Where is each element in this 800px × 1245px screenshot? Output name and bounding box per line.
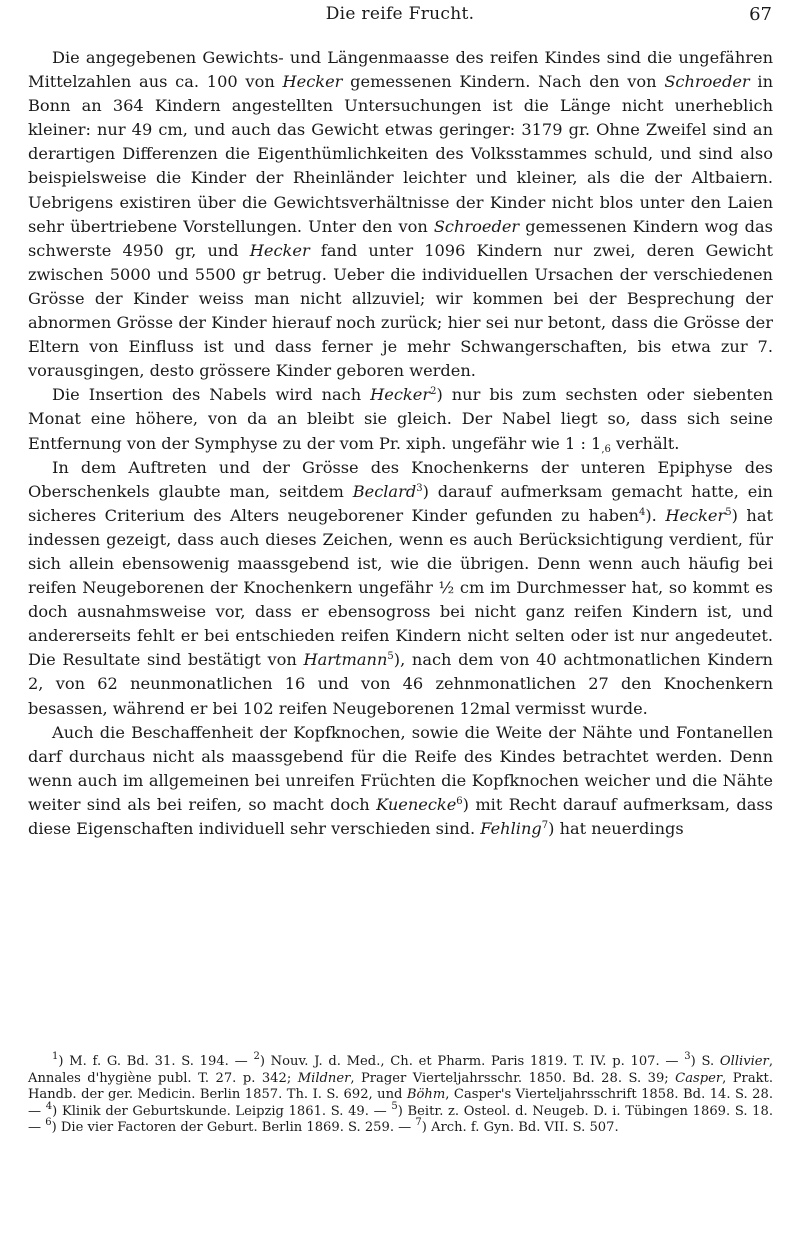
- running-header: [0, 2, 800, 28]
- cited-author: Mildner: [297, 1070, 351, 1086]
- cited-author: Hecker: [249, 240, 310, 260]
- page-number: 67: [749, 4, 772, 25]
- text-run: gemessenen Kindern. Nach den von: [342, 72, 665, 92]
- footnote-marker: 5: [391, 1100, 398, 1112]
- footnote-marker: 1: [52, 1051, 59, 1062]
- text-run: ) darauf aufmerksam gemacht hatte, ein sicheres Criterium des Alters neugeborener Kinder gefunden zu haben: [28, 481, 773, 525]
- cited-author: Kuenecke: [376, 794, 457, 814]
- footnote-marker: 7: [541, 820, 549, 831]
- cited-author: Schroeder: [433, 216, 520, 236]
- text-run: ) hat neuerdings: [548, 819, 684, 838]
- text-run: Die Insertion des Nabels wird nach: [52, 385, 371, 405]
- text-run: Die angegebenen Gewichts- und Längenmaasse des reifen Kindes sind die ungefähren Mittelzahlen aus ca. 100 von: [28, 48, 773, 92]
- body-text: [28, 46, 773, 841]
- paragraph: [28, 46, 773, 383]
- cited-author: Casper: [675, 1070, 723, 1086]
- footnote-marker: 2: [430, 386, 437, 398]
- footnote-marker: 5: [725, 506, 732, 518]
- text-run: ) Nouv. J. d. Med., Ch. et Pharm. Paris 1819. T. IV. p. 107. —: [259, 1054, 685, 1069]
- text-run: ) M. f. G. Bd. 31. S. 194. —: [58, 1054, 254, 1069]
- text-run: in Bonn an 364 Kindern angestellten Untersuchungen ist die Länge nicht unerheblich kleiner: nur 49 cm, und auch das Gewicht etwas geringer: 3179 gr. Ohne Zweifel sind an derartigen Differenzen die Eigenthümlichkeiten des Volksstammes schuld, und sind also beispielsweise die Kinder der Rheinländer leichter und kleiner, als die der Altbaiern. Uebrigens existiren über die Gewichtsverhältnisse der Kinder nicht blos unter den Laien sehr übertriebene Vorstellungen. Unter den von: [28, 72, 774, 236]
- footnote-marker: 3: [684, 1051, 691, 1062]
- cited-author: Hecker: [665, 505, 726, 525]
- text-run: gemessenen Kindern wog das schwerste 4950 gr, und: [28, 216, 773, 260]
- text-run: , Casper's Vierteljahrsschrift 1858. Bd. 14. S. 28. —: [28, 1087, 773, 1119]
- text-run: fand unter 1096 Kindern nur zwei, deren Gewicht zwischen 5000 und 5500 gr betrug. Ueber die individuellen Ursachen der verschiedenen Grösse der Kinder weiss man nicht allzuviel; wir kommen bei der Besprechung der abnormen Grösse der Kinder hierauf noch zurück; hier sei nur betont, dass die Grösse der Eltern von Einfluss ist und dass ferner je mehr Schwangerschaften, bis etwa zur 7. vorausgingen, desto grössere Kinder geboren werden.: [28, 240, 773, 381]
- text-run: ) S.: [690, 1054, 720, 1069]
- text-run: In dem Auftreten und der Grösse des Knochenkerns der unteren Epiphyse des Oberschenkels glaubte man, seitdem: [28, 457, 773, 501]
- cited-author: Fehling: [480, 819, 542, 838]
- text-run: , Prager Vierteljahrsschr. 1850. Bd. 28. S. 39;: [350, 1070, 676, 1086]
- cited-author: Schroeder: [664, 72, 750, 92]
- text-run: ).: [645, 505, 666, 525]
- footnote-marker: 5: [387, 651, 394, 663]
- footnote-marker: 6: [456, 795, 463, 807]
- footnote-marker: 7: [415, 1117, 422, 1129]
- cited-author: Hecker: [370, 385, 431, 405]
- cited-author: Hecker: [282, 72, 343, 92]
- text-run: ), nach dem von 40 achtmonatlichen Kindern 2, von 62 neunmonatlichen 16 und von 46 zehnmonatlichen 27 den Knochenkern besassen, während er bei 102 reifen Neugeborenen 12mal vermisst wurde.: [28, 650, 773, 718]
- running-title: Die reife Frucht.: [325, 4, 475, 24]
- subscript: ,6: [601, 443, 611, 455]
- paragraph: [28, 383, 773, 455]
- cited-author: Böhm: [406, 1087, 446, 1103]
- text-run: ) Die vier Factoren der Geburt. Berlin 1869. S. 259. —: [51, 1120, 416, 1136]
- footnote-marker: 6: [45, 1117, 52, 1129]
- cited-author: Hartmann: [303, 650, 388, 670]
- text-run: , Prakt. Handb. der ger. Medicin. Berlin 1857. Th. I. S. 692, und: [28, 1070, 773, 1103]
- text-run: Auch die Beschaffenheit der Kopfknochen, sowie die Weite der Nähte und Fontanellen darf durchaus nicht als maassgebend für die Reife des Kindes betrachtet werden. Denn wenn auch im allgemeinen bei unreifen Früchten die Kopfknochen weicher und die Nähte weiter sind als bei reifen, so macht doch: [28, 722, 773, 814]
- text-run: ) Beitr. z. Osteol. d. Neugeb. D. i. Tübingen 1869. S. 18. —: [28, 1103, 774, 1136]
- text-run: ) mit Recht darauf aufmerksam, dass diese Eigenschaften individuell sehr verschieden sind.: [28, 794, 773, 838]
- footnote-block: [28, 1051, 774, 1137]
- text-run: ) Arch. f. Gyn. Bd. VII. S. 507.: [421, 1120, 619, 1136]
- paragraph: [28, 456, 773, 721]
- footnote-marker: 4: [45, 1100, 53, 1112]
- footnote-marker: 3: [416, 482, 423, 494]
- text-run: , Annales d'hygiène publ. T. 27. p. 342;: [28, 1054, 773, 1086]
- text-run: verhält.: [610, 433, 680, 453]
- text-run: ) nur bis zum sechsten oder siebenten Monat eine höhere, von da an bleibt sie gleich. Der Nabel liegt so, dass sich seine Entfernung von der Symphyse zu der vom Pr. xiph. ungefähr wie 1 : 1: [28, 385, 773, 453]
- cited-author: Ollivier: [719, 1054, 769, 1069]
- footnote-marker: 4: [638, 506, 646, 518]
- footnotes: [28, 1051, 774, 1137]
- text-run: ) Klinik der Geburtskunde. Leipzig 1861. S. 49. —: [52, 1103, 392, 1119]
- text-run: ) hat indessen gezeigt, dass auch dieses Zeichen, wenn es auch Berücksichtigung verdient, für sich allein ebensowenig maassgebend ist, wie die übrigen. Denn wenn auch häufig bei reifen Neugeborenen der Knochenkern ungefähr ½ cm im Durchmesser hat, so kommt es doch ausnahmsweise vor, dass er ebensogross bei nicht ganz reifen Kindern ist, und andererseits fehlt er bei entschieden reifen Kindern nicht selten oder ist nur angedeutet. Die Resultate sind bestätigt von: [28, 505, 773, 670]
- paragraph: [28, 721, 773, 841]
- footnote-marker: 2: [253, 1051, 260, 1062]
- cited-author: Beclard: [352, 481, 417, 501]
